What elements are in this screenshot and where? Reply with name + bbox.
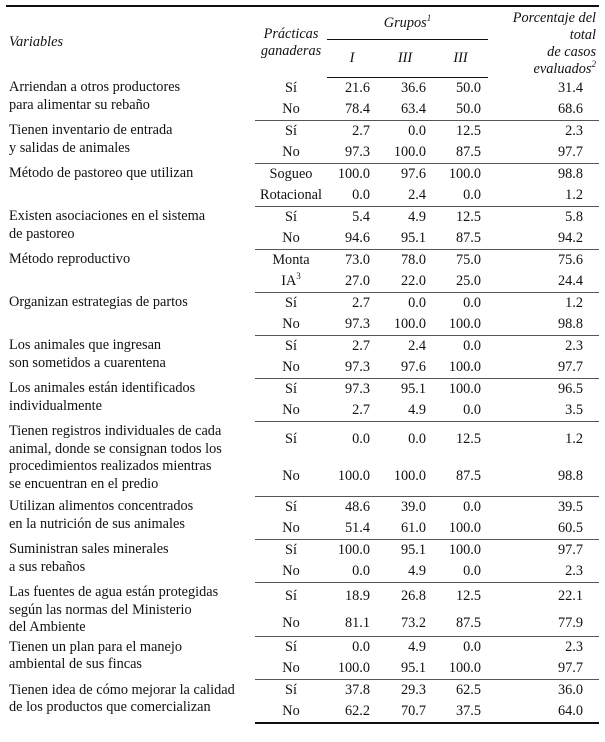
group2-cell: 100.0 [377, 314, 433, 336]
group3-cell: 37.5 [433, 701, 488, 723]
variable-line: Los animales que ingresan [9, 337, 162, 354]
group1-cell: 2.7 [327, 400, 377, 422]
group3-cell: 0.0 [463, 337, 482, 354]
group1-cell: 97.3 [327, 314, 377, 336]
percentage-cell: 98.8 [488, 458, 599, 497]
percentage-cell: 22.1 [557, 588, 584, 605]
group2-cell: 63.4 [377, 99, 433, 121]
group2-cell: 61.0 [377, 518, 433, 540]
group3-cell: 100.0 [433, 658, 488, 680]
group1-cell: 73.0 [344, 251, 370, 268]
group3-cell: 0.0 [433, 400, 488, 422]
variable-line: individualmente [9, 397, 102, 414]
table-group [6, 335, 599, 378]
group2-cell: 2.4 [377, 185, 433, 207]
table-group [6, 249, 599, 292]
group2-cell: 78.0 [400, 251, 426, 268]
variable-cell [6, 421, 255, 496]
group3-cell: 12.5 [455, 431, 482, 448]
table-group [6, 378, 599, 421]
group2-cell: 97.6 [400, 165, 426, 182]
group3-cell: 100.0 [433, 518, 488, 540]
practice-cell: Sí [285, 380, 297, 397]
group3-cell: 0.0 [463, 498, 482, 515]
header-practicas-line1: Prácticas [263, 26, 319, 43]
percentage-cell: 97.7 [488, 142, 599, 164]
group3-cell: 12.5 [455, 122, 482, 139]
table-group [6, 582, 599, 636]
group1-cell: 0.0 [327, 185, 377, 207]
variable-cell [6, 292, 255, 335]
group3-cell: 87.5 [433, 228, 488, 250]
group1-cell: 100.0 [327, 658, 377, 680]
variable-line: ambiental de sus fincas [9, 656, 143, 673]
practice-cell: No [255, 658, 327, 680]
group1-cell: 94.6 [327, 228, 377, 250]
group2-cell: 4.9 [408, 208, 426, 225]
table-group [6, 292, 599, 335]
group1-cell: 97.3 [344, 380, 370, 397]
group2-cell: 29.3 [400, 682, 426, 699]
variable-line: en la nutrición de sus animales [9, 515, 185, 532]
group2-cell: 70.7 [377, 701, 433, 723]
practice-cell: Sí [285, 79, 297, 96]
practice-cell: No [255, 611, 327, 637]
variable-line: Los animales están identificados [9, 380, 196, 397]
variable-line: Método reproductivo [9, 251, 131, 268]
percentage-cell: 97.7 [488, 658, 599, 680]
group1-cell: 18.9 [344, 588, 370, 605]
percentage-cell: 98.8 [557, 165, 584, 182]
header-group-3: III [433, 40, 488, 78]
variable-cell [6, 582, 255, 636]
variable-line: Existen asociaciones en el sistema [9, 208, 206, 225]
variable-line: Tienen registros individuales de cada [9, 423, 222, 440]
percentage-cell: 3.5 [488, 400, 599, 422]
group3-cell: 12.5 [455, 208, 482, 225]
header-pct-line2: de casos evaluados [533, 43, 597, 77]
percentage-cell: 2.3 [565, 337, 584, 354]
practice-cell: No [255, 458, 327, 497]
variable-cell [6, 335, 255, 378]
percentage-cell: 5.8 [565, 208, 584, 225]
percentage-cell: 1.2 [565, 431, 584, 448]
header-practicas-line2: ganaderas [260, 43, 322, 60]
group1-cell: 21.6 [344, 79, 370, 96]
percentage-cell: 97.7 [557, 541, 584, 558]
table-group [6, 539, 599, 582]
header-pct-line1: Porcentaje del total [512, 10, 597, 43]
group1-cell: 2.7 [352, 337, 370, 354]
group3-cell: 50.0 [433, 99, 488, 121]
percentage-cell: 1.2 [488, 185, 599, 207]
table-group [6, 421, 599, 496]
livestock-practices-table [6, 5, 599, 724]
percentage-cell: 24.4 [488, 271, 599, 293]
group1-cell: 0.0 [327, 561, 377, 583]
percentage-cell: 1.2 [565, 294, 584, 311]
variable-cell [6, 496, 255, 539]
percentage-cell: 77.9 [488, 611, 599, 637]
practice-cell: No [255, 701, 327, 723]
variable-cell [6, 249, 255, 292]
group2-cell: 95.1 [377, 658, 433, 680]
variable-line: Tienen inventario de entrada [9, 122, 173, 139]
group1-cell: 97.3 [327, 142, 377, 164]
practice-cell: Sí [285, 682, 297, 699]
group1-cell: 37.8 [344, 682, 370, 699]
practice-cell: Sí [285, 431, 297, 448]
variable-cell [6, 637, 255, 680]
practice-cell: No [255, 228, 327, 250]
percentage-cell: 2.3 [565, 122, 584, 139]
header-group-2: III [377, 40, 433, 78]
group3-cell: 100.0 [448, 541, 482, 558]
group1-cell: 78.4 [327, 99, 377, 121]
percentage-cell: 94.2 [488, 228, 599, 250]
variable-line: de los productos que comercializan [9, 699, 211, 716]
group3-cell: 87.5 [433, 142, 488, 164]
table-group [6, 163, 599, 206]
practice-cell: No [255, 561, 327, 583]
practice-footnote: 3 [296, 271, 301, 282]
variable-line: Suministran sales minerales [9, 541, 169, 558]
group2-cell: 4.9 [377, 561, 433, 583]
percentage-cell: 2.3 [488, 561, 599, 583]
group1-cell: 0.0 [352, 431, 370, 448]
variable-cell [6, 77, 255, 120]
practice-cell [255, 271, 327, 293]
variable-cell [6, 680, 255, 724]
group3-cell: 100.0 [433, 314, 488, 336]
group3-cell: 50.0 [455, 79, 482, 96]
header-grupos [327, 6, 488, 40]
percentage-cell: 96.5 [557, 380, 584, 397]
group1-cell: 51.4 [327, 518, 377, 540]
group1-cell: 0.0 [352, 639, 370, 656]
group2-cell: 2.4 [408, 337, 426, 354]
percentage-cell: 36.0 [557, 682, 584, 699]
group2-cell: 0.0 [408, 431, 426, 448]
practice-cell: No [255, 400, 327, 422]
group1-cell: 100.0 [337, 541, 370, 558]
percentage-cell: 75.6 [557, 251, 584, 268]
practice-cell: Sí [285, 122, 297, 139]
practice-label: IA [281, 272, 297, 289]
variable-line: procedimientos realizados mientras [9, 458, 212, 475]
document-page [6, 5, 599, 724]
group2-cell: 0.0 [408, 294, 426, 311]
variable-line: Utilizan alimentos concentrados [9, 498, 194, 515]
practice-cell: No [255, 142, 327, 164]
group2-cell: 95.1 [377, 228, 433, 250]
group2-cell: 95.1 [400, 541, 426, 558]
variable-cell [6, 120, 255, 163]
group2-cell: 26.8 [400, 588, 426, 605]
group2-cell: 97.6 [377, 357, 433, 379]
variable-line: del Ambiente [9, 619, 86, 636]
practice-cell: No [255, 357, 327, 379]
percentage-cell: 39.5 [557, 498, 584, 515]
group2-cell: 22.0 [377, 271, 433, 293]
table-header [6, 6, 599, 77]
group1-cell: 62.2 [327, 701, 377, 723]
percentage-cell: 2.3 [565, 639, 584, 656]
practice-cell: Rotacional [255, 185, 327, 207]
group1-cell: 2.7 [352, 122, 370, 139]
variable-line: Las fuentes de agua están protegidas [9, 584, 219, 601]
table-group [6, 637, 599, 680]
header-group-1: I [327, 40, 377, 78]
variable-line: Método de pastoreo que utilizan [9, 165, 194, 182]
table-group [6, 120, 599, 163]
group3-cell: 0.0 [433, 185, 488, 207]
variable-line: y salidas de animales [9, 139, 131, 156]
variable-line: según las normas del Ministerio [9, 601, 192, 618]
group1-cell: 100.0 [337, 165, 370, 182]
practice-cell: No [255, 99, 327, 121]
header-variables: Variables [6, 6, 255, 77]
variable-cell [6, 539, 255, 582]
variable-cell [6, 378, 255, 421]
variable-line: Tienen idea de cómo mejorar la calidad [9, 681, 235, 698]
practice-cell: Sí [285, 541, 297, 558]
percentage-cell: 68.6 [488, 99, 599, 121]
variable-line: son sometidos a cuarentena [9, 354, 166, 371]
group3-cell: 100.0 [448, 380, 482, 397]
variable-cell [6, 163, 255, 206]
practice-cell: No [255, 314, 327, 336]
group2-cell: 95.1 [400, 380, 426, 397]
group2-cell: 39.0 [400, 498, 426, 515]
practice-cell: Sogueo [269, 165, 313, 182]
group3-cell: 100.0 [448, 165, 482, 182]
header-porcentaje [488, 6, 599, 77]
percentage-cell: 31.4 [557, 79, 584, 96]
percentage-cell: 98.8 [488, 314, 599, 336]
group3-cell: 87.5 [433, 611, 488, 637]
variable-cell [6, 206, 255, 249]
group1-cell: 27.0 [327, 271, 377, 293]
group1-cell: 97.3 [327, 357, 377, 379]
group1-cell: 100.0 [327, 458, 377, 497]
variable-line: se encuentran en el predio [9, 475, 159, 492]
practice-cell: Sí [285, 208, 297, 225]
group3-cell: 0.0 [463, 294, 482, 311]
table-group [6, 77, 599, 120]
header-grupos-label: Grupos [383, 15, 427, 32]
variable-line: a sus rebaños [9, 558, 86, 575]
header-pct-footnote: 2 [591, 58, 597, 69]
practice-cell: Sí [285, 639, 297, 656]
group1-cell: 81.1 [327, 611, 377, 637]
table-group [6, 206, 599, 249]
variable-line: Arriendan a otros productores [9, 79, 181, 96]
group2-cell: 4.9 [408, 639, 426, 656]
group3-cell: 0.0 [463, 639, 482, 656]
group2-cell: 0.0 [408, 122, 426, 139]
percentage-cell: 60.5 [488, 518, 599, 540]
group2-cell: 4.9 [377, 400, 433, 422]
group1-cell: 5.4 [352, 208, 370, 225]
variable-line: animal, donde se consignan todos los [9, 440, 222, 457]
group3-cell: 87.5 [433, 458, 488, 497]
practice-cell: Sí [285, 294, 297, 311]
percentage-cell: 97.7 [488, 357, 599, 379]
table-group [6, 496, 599, 539]
group2-cell: 36.6 [400, 79, 426, 96]
practice-cell: No [255, 518, 327, 540]
group1-cell: 2.7 [352, 294, 370, 311]
group1-cell: 48.6 [344, 498, 370, 515]
group2-cell: 73.2 [377, 611, 433, 637]
variable-line: Tienen un plan para el manejo [9, 638, 182, 655]
group2-cell: 100.0 [377, 458, 433, 497]
group3-cell: 12.5 [455, 588, 482, 605]
practice-cell: Monta [272, 251, 310, 268]
header-practicas [255, 6, 327, 77]
variable-line: para alimentar su rebaño [9, 96, 150, 113]
table-group [6, 680, 599, 724]
variable-line: de pastoreo [9, 225, 75, 242]
variable-line: Organizan estrategias de partos [9, 294, 188, 311]
percentage-cell: 64.0 [488, 701, 599, 723]
group3-cell: 0.0 [433, 561, 488, 583]
group3-cell: 25.0 [433, 271, 488, 293]
practice-cell: Sí [285, 498, 297, 515]
group2-cell: 100.0 [377, 142, 433, 164]
group3-cell: 100.0 [433, 357, 488, 379]
header-grupos-footnote: 1 [426, 13, 432, 24]
group3-cell: 62.5 [455, 682, 482, 699]
practice-cell: Sí [285, 337, 297, 354]
practice-cell: Sí [285, 588, 297, 605]
group3-cell: 75.0 [455, 251, 482, 268]
